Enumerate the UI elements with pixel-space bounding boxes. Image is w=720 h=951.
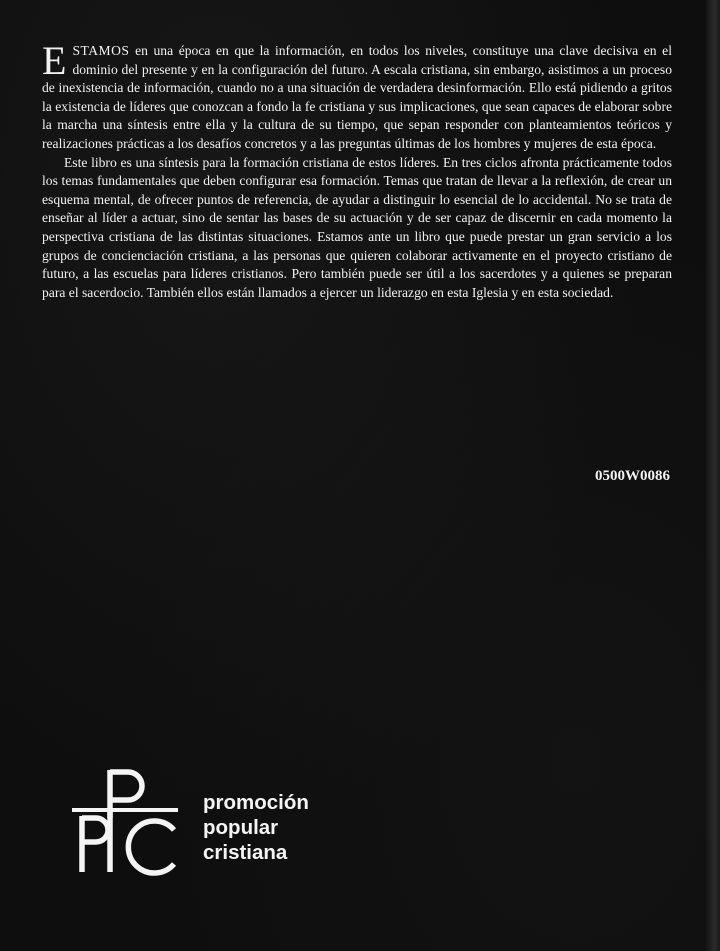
cover-edge: [706, 0, 720, 951]
blurb-text: [42, 38, 672, 302]
first-word: STAMOS: [72, 43, 130, 58]
ppc-logo-icon: [66, 766, 184, 876]
publisher-line-1: promoción: [203, 791, 309, 814]
product-code: 0500W0086: [595, 468, 670, 484]
publisher-name: [203, 790, 309, 865]
publisher-line-3: cristiana: [203, 841, 288, 864]
drop-cap: E: [42, 38, 67, 83]
blurb-paragraph-1: [42, 38, 672, 154]
publisher-line-2: popular: [203, 816, 279, 839]
blurb-paragraph-2: Este libro es una síntesis para la formación cristiana de estos líderes. En tres ciclos afronta prácticamente todos los temas fundamentales que deben configurar esa formación. Temas que tratan de llevar a la reflexión, de crear un esquema mental, de ofrecer puntos de referencia, de ayudar a distinguir lo esencial de lo accidental. No se trata de enseñar al líder a actuar, sino de sentar las bases de su actuación y de ser capaz de discernir en cada momento la perspectiva cristiana de las distintas situaciones. Estamos ante un libro que puede prestar un gran servicio a los grupos de concienciación cristiana, a las personas que quieren colaborar activamente en el proyecto cristiano de futuro, a las escuelas para líderes cristianos. Pero también puede ser útil a los sacerdotes y a quienes se preparan para el sacerdocio. También ellos están llamados a ejercer un liderazgo en esta Iglesia y en esta sociedad.: [42, 154, 672, 300]
paragraph-1-text: en una época en que la información, en todos los niveles, constituye una clave decisiva en el dominio del presente y en la configuración del futuro. A escala cristiana, sin embargo, asistimos a un proceso de inexistencia de información, cuando no a una situación de verdadera desinformación. Ello está pidiendo a gritos la existencia de líderes que conozcan a fondo la fe cristiana y sus implicaciones, que sean capaces de elaborar sobre la marcha una síntesis entre ella y la cultura de su tiempo, que sepan responder con planteamientos teóricos y realizaciones prácticas a los desafíos concretos y a las preguntas últimas de los hombres y mujeres de esta época.: [42, 43, 672, 151]
